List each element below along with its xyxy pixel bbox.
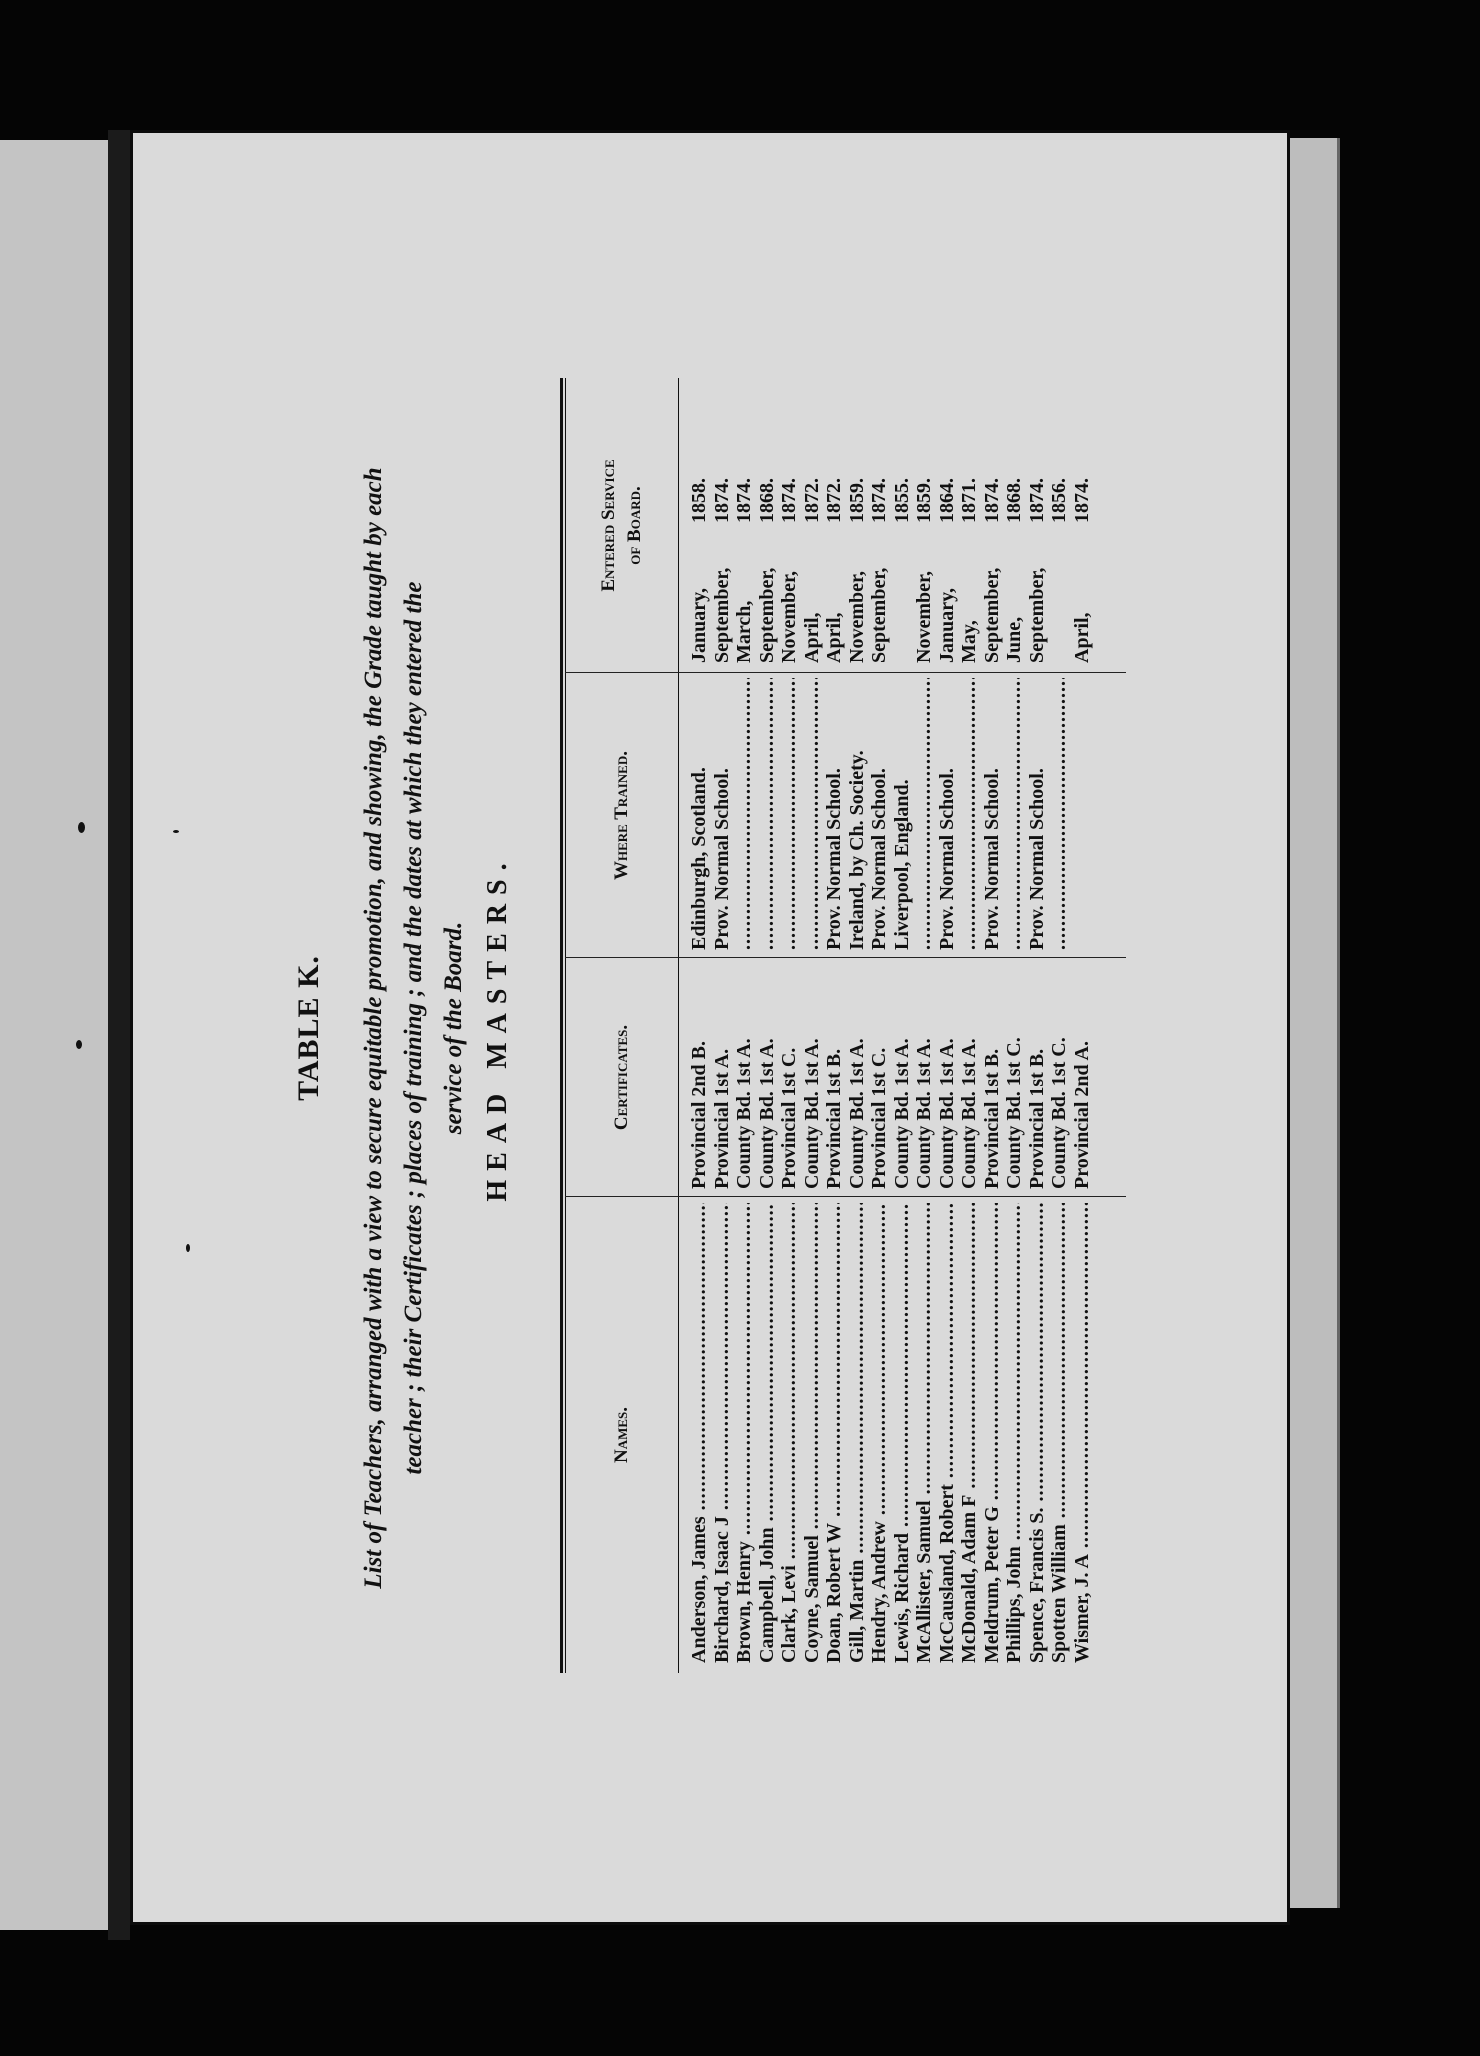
entered-month: November, <box>778 570 800 663</box>
entered-year: 1872. <box>823 477 845 523</box>
teacher-name: Gill, Martin ..... <box>846 1203 869 1663</box>
entered-year: 1864. <box>935 477 958 523</box>
entered-year: 1858. <box>688 477 710 523</box>
entered-year: 1874. <box>980 477 1003 523</box>
certificate: County Bd. 1st A. <box>913 1037 935 1189</box>
table-row <box>891 378 914 1673</box>
entered-year: 1859. <box>913 477 935 523</box>
where-trained <box>756 678 779 950</box>
teacher-name: Wismer, J. A ..... <box>1071 1203 1094 1663</box>
entered-month: June, <box>1003 616 1025 663</box>
certificate: County Bd. 1st A. <box>800 1037 823 1189</box>
where-trained: Prov. Normal School. <box>1025 767 1048 950</box>
scan-speck <box>78 822 85 833</box>
table-rule-header <box>678 378 679 1673</box>
certificate: County Bd. 1st A. <box>755 1037 778 1189</box>
teacher-name: Birchard, Isaac J ..... <box>711 1203 734 1663</box>
document-page <box>130 130 1290 1925</box>
where-trained: Liverpool, England. <box>890 778 913 950</box>
entered-year: 1874. <box>733 477 755 523</box>
entered-month: September, <box>868 567 890 663</box>
entered-year: 1874. <box>710 477 733 523</box>
table-row <box>711 378 734 1673</box>
certificate: Provincial 1st B. <box>980 1048 1003 1189</box>
table-row <box>958 378 981 1673</box>
entered-month: November, <box>913 570 935 663</box>
certificate: County Bd. 1st A. <box>733 1037 755 1189</box>
entered-year: 1874. <box>1070 477 1093 523</box>
entered-month: September, <box>755 567 778 663</box>
header-entered-service-line: of Board. <box>623 485 645 565</box>
caption-line: service of the Board. <box>440 921 467 1134</box>
certificate: Provincial 1st A. <box>710 1048 733 1189</box>
table-row <box>1003 378 1026 1673</box>
entered-month: January, <box>935 587 958 663</box>
certificate: Provincial 1st B. <box>1025 1048 1048 1189</box>
entered-year: 1872. <box>800 477 823 523</box>
certificate: Provincial 1st C. <box>868 1047 890 1189</box>
certificate: County Bd. 1st A. <box>958 1037 980 1189</box>
entered-year: 1871. <box>958 477 980 523</box>
scan-speck <box>173 830 179 833</box>
certificate: Provincial 1st C. <box>778 1047 800 1189</box>
entered-month: September, <box>1025 567 1048 663</box>
scan-speck <box>186 1244 190 1252</box>
book-spine <box>108 130 130 1940</box>
table-row <box>778 378 801 1673</box>
entered-year: 1874. <box>778 477 800 523</box>
teacher-name: Clark, Levi ..... <box>778 1203 801 1663</box>
table-row <box>936 378 959 1673</box>
teacher-name: Spence, Francis S. ..... <box>1026 1203 1049 1663</box>
scan-speck <box>76 1040 82 1049</box>
entered-month: November, <box>845 570 868 663</box>
teacher-name: Lewis, Richard ..... <box>891 1203 914 1663</box>
table-row <box>688 378 711 1673</box>
where-trained <box>1003 678 1026 950</box>
header-entered-service <box>565 378 678 673</box>
table-row <box>868 378 891 1673</box>
where-trained: Ireland, by Ch. Society. <box>845 749 868 950</box>
entered-year: 1868. <box>1003 477 1025 523</box>
entered-year: 1859. <box>845 477 868 523</box>
entered-year: 1856. <box>1048 477 1070 523</box>
where-trained <box>913 678 936 950</box>
teachers-table <box>560 378 1126 1673</box>
certificate: County Bd. 1st A. <box>890 1037 913 1189</box>
where-trained: Prov. Normal School. <box>710 767 733 950</box>
entered-month: April, <box>800 611 823 663</box>
where-trained: Prov. Normal School. <box>935 767 958 950</box>
where-trained: Prov. Normal School. <box>823 767 845 950</box>
table-rule-top <box>560 378 563 1673</box>
teacher-name: Spotten William ..... <box>1048 1203 1071 1663</box>
entered-month: January, <box>688 587 710 663</box>
table-row <box>823 378 846 1673</box>
table-row <box>913 378 936 1673</box>
table-body <box>688 378 1093 1673</box>
where-trained <box>958 678 981 950</box>
teacher-name: Campbell, John ..... <box>756 1203 779 1663</box>
entered-year: 1855. <box>890 477 913 523</box>
table-row <box>846 378 869 1673</box>
table-row <box>1026 378 1049 1673</box>
where-trained <box>733 678 756 950</box>
where-trained <box>1048 678 1071 950</box>
certificate: County Bd. 1st C. <box>1048 1036 1070 1189</box>
entered-year: 1874. <box>1025 477 1048 523</box>
page-edge <box>1290 138 1340 1908</box>
entered-year: 1874. <box>868 477 890 523</box>
entered-month: September, <box>980 567 1003 663</box>
entered-month: May, <box>958 619 980 663</box>
entered-month: April, <box>823 611 845 663</box>
where-trained <box>778 678 801 950</box>
header-entered-service-line: Entered Service <box>597 458 619 592</box>
certificate: Provincial 2nd B. <box>688 1040 710 1189</box>
header-where-trained: Where Trained. <box>610 750 632 880</box>
teacher-name: Doan, Robert W ..... <box>823 1203 846 1663</box>
teacher-name: McDonald, Adam F ..... <box>958 1203 981 1663</box>
certificate: County Bd. 1st C. <box>1003 1036 1025 1189</box>
certificate: Provincial 1st B. <box>823 1048 845 1189</box>
facing-page <box>0 140 108 1930</box>
header-names: Names. <box>610 1406 632 1463</box>
teacher-name: Brown, Henry ..... <box>733 1203 756 1663</box>
table-row <box>801 378 824 1673</box>
caption-line: teacher ; their Certificates ; places of training ; and the dates at which they entered the <box>400 581 427 1475</box>
table-row <box>1048 378 1071 1673</box>
teacher-name: McAllister, Samuel ..... <box>913 1203 936 1663</box>
teacher-name: Phillips, John ..... <box>1003 1203 1026 1663</box>
caption-line: List of Teachers, arranged with a view to secure equitable promotion, and showing, the Grade taught by each <box>360 466 387 1589</box>
table-row <box>1071 378 1094 1673</box>
table-caption <box>354 428 474 1628</box>
entered-month: March, <box>733 600 755 663</box>
teacher-name: Anderson, James ..... <box>688 1203 711 1663</box>
table-row <box>981 378 1004 1673</box>
teacher-name: Hendry, Andrew ..... <box>868 1203 891 1663</box>
where-trained: Edinburgh, Scotland. <box>688 766 710 950</box>
table-row <box>733 378 756 1673</box>
entered-month: September, <box>710 567 733 663</box>
rotated-content <box>260 278 1160 1778</box>
table-row <box>756 378 779 1673</box>
entered-year: 1868. <box>755 477 778 523</box>
certificate: County Bd. 1st A. <box>935 1037 958 1189</box>
table-label: TABLE K. <box>292 954 325 1101</box>
certificate: Provincial 2nd A. <box>1070 1040 1093 1189</box>
where-trained <box>801 678 824 950</box>
teacher-name: Coyne, Samuel ..... <box>801 1203 824 1663</box>
where-trained: Prov. Normal School. <box>868 767 890 950</box>
header-certificates: Certificates. <box>610 1024 632 1130</box>
where-trained: Prov. Normal School. <box>980 767 1003 950</box>
entered-month: April, <box>1070 611 1093 663</box>
section-heading: HEAD MASTERS. <box>482 853 513 1202</box>
certificate: County Bd. 1st A. <box>845 1037 868 1189</box>
teacher-name: Meldrum, Peter G ..... <box>981 1203 1004 1663</box>
teacher-name: McCausland, Robert ..... <box>936 1203 959 1663</box>
